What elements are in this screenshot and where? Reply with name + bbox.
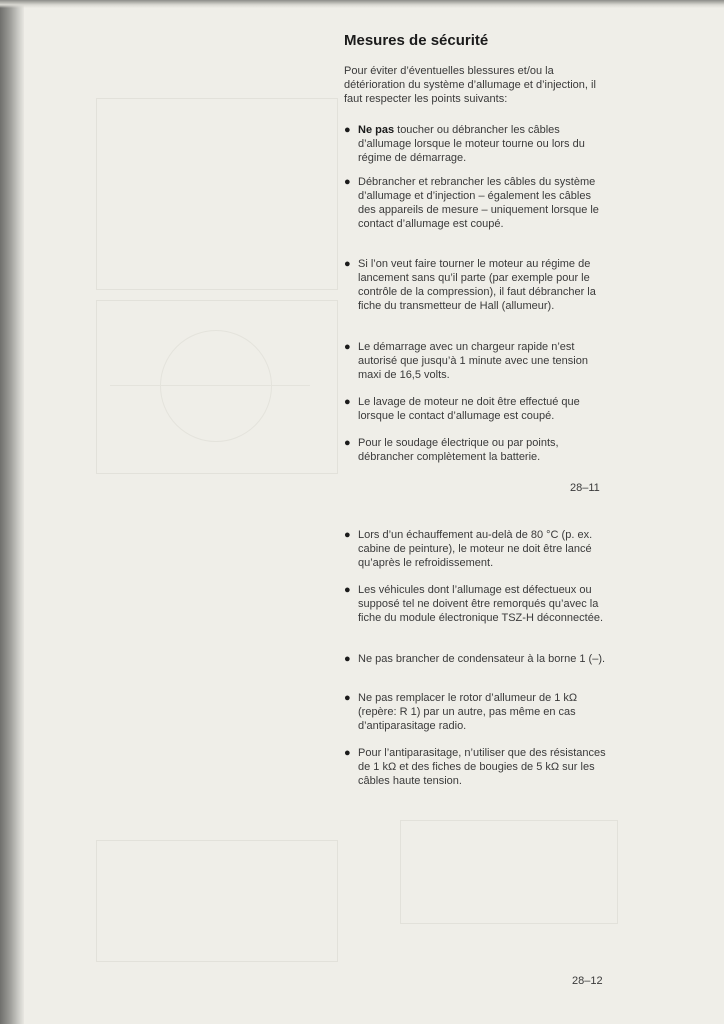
top-edge-shadow xyxy=(0,0,724,8)
item-text: Si l’on veut faire tourner le moteur au régime de lancement sans qu’il parte (par exemple pour le contrôle de la compression), il faut débrancher la fiche du transmetteur de Hall (allumeur). xyxy=(358,258,596,312)
item-text: Pour l’antiparasitage, n’utiliser que des résistances de 1 kΩ et des fiches de bougies de 5 kΩ sur les câbles haute tension. xyxy=(358,747,606,787)
item-text: Débrancher et rebrancher les câbles du système d’allumage et d’injection – également les câbles des appareils de mesure – uniquement lorsque le contact d’allumage est coupé. xyxy=(358,176,599,230)
list-item xyxy=(344,436,609,464)
item-text: Le lavage de moteur ne doit être effectué que lorsque le contact d’allumage est coupé. xyxy=(358,396,580,422)
list-item xyxy=(344,652,609,666)
show-through-circle xyxy=(160,330,272,442)
bullet-icon: ● xyxy=(344,396,351,408)
show-through-figure-top xyxy=(96,98,338,290)
bullet-icon: ● xyxy=(344,529,351,541)
bullet-icon: ● xyxy=(344,341,351,353)
bullet-icon: ● xyxy=(344,124,351,136)
intro-paragraph: Pour éviter d’éventuelles blessures et/ou la détérioration du système d’allumage et d’injection, il faut respecter les points suivants: xyxy=(344,65,596,105)
item-text: toucher ou débrancher les câbles d’allumage lorsque le moteur tourne ou lors du régime de démarrage. xyxy=(358,124,585,164)
list-item xyxy=(344,340,609,382)
item-text: Ne pas remplacer le rotor d’allumeur de 1 kΩ (repère: R 1) par un autre, pas même en cas d’antiparasitage radio. xyxy=(358,692,578,732)
page-number-28-12: 28–12 xyxy=(572,975,603,987)
bullet-icon: ● xyxy=(344,258,351,270)
bullet-icon: ● xyxy=(344,437,351,449)
show-through-figure-left-bottom xyxy=(96,840,338,962)
item-text: Pour le soudage électrique ou par points, débrancher complètement la batterie. xyxy=(358,437,559,463)
show-through-figure-bottom xyxy=(400,820,618,924)
item-text: Les véhicules dont l’allumage est défectueux ou supposé tel ne doivent être remorqués qu’avec la fiche du module électronique TSZ-H déconnectée. xyxy=(358,584,603,624)
bullet-icon: ● xyxy=(344,747,351,759)
list-item xyxy=(344,583,609,625)
list-item xyxy=(344,746,609,788)
bullet-icon: ● xyxy=(344,584,351,596)
page-title: Mesures de sécurité xyxy=(344,32,489,49)
list-item xyxy=(344,257,609,313)
bold-prefix: Ne pas xyxy=(358,124,395,136)
list-item xyxy=(344,395,609,423)
list-item xyxy=(344,123,609,165)
item-text: Ne pas brancher de condensateur à la borne 1 (–). xyxy=(358,653,606,665)
list-item xyxy=(344,175,609,231)
list-item xyxy=(344,691,609,733)
bullet-icon: ● xyxy=(344,176,351,188)
item-text: Le démarrage avec un chargeur rapide n’est autorisé que jusqu’à 1 minute avec une tension maxi de 16,5 volts. xyxy=(358,341,588,381)
list-item xyxy=(344,528,609,570)
bullet-icon: ● xyxy=(344,692,351,704)
show-through-line xyxy=(110,385,310,386)
item-text: Lors d’un échauffement au-delà de 80 °C (p. ex. cabine de peinture), le moteur ne doit être lancé qu’après le refroidissement. xyxy=(358,529,593,569)
bullet-icon: ● xyxy=(344,653,351,665)
book-binding-shadow xyxy=(0,0,24,1024)
page-number-28-11: 28–11 xyxy=(570,482,600,494)
